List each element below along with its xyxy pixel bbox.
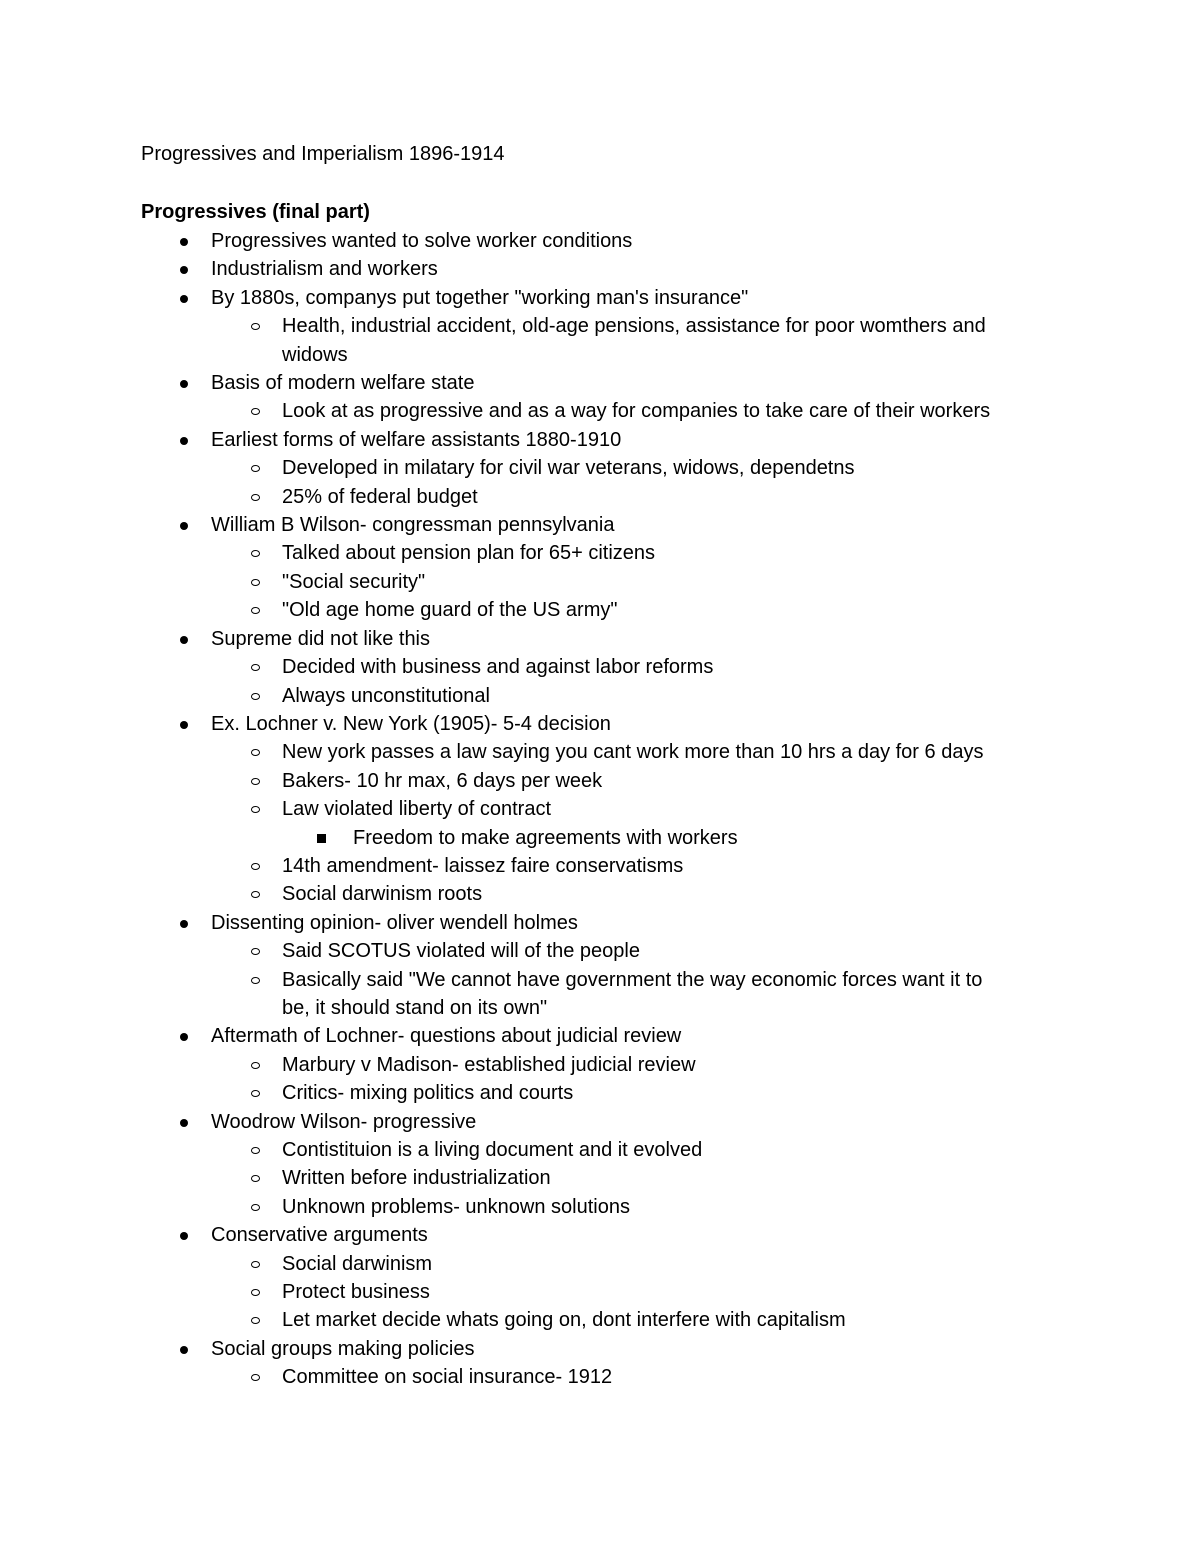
list-item-level-1 <box>0 1193 1200 1221</box>
bullet-circle-icon <box>247 767 267 795</box>
list-item-text: Woodrow Wilson- progressive <box>211 1110 477 1133</box>
list-item-level-1 <box>0 483 1200 511</box>
list-item-level-1 <box>0 767 1200 795</box>
list-item-text: Progressives wanted to solve worker conditions <box>211 230 633 252</box>
list-item-level-1 <box>0 1278 1200 1306</box>
list-item-level-0 <box>0 1221 1200 1249</box>
list-item-level-1 <box>0 1079 1200 1107</box>
bullet-circle-icon <box>247 880 267 908</box>
bullet-circle-icon <box>247 1051 267 1079</box>
list-item-text: Decided with business and against labor reforms <box>282 656 714 679</box>
list-item-level-1 <box>0 1306 1200 1334</box>
list-item-text: Critics- mixing politics and courts <box>282 1082 574 1105</box>
list-item-level-0 <box>0 1108 1200 1136</box>
bullet-circle-icon <box>247 1079 267 1107</box>
list-item-text: widows <box>282 343 348 366</box>
list-item-text: Conservative arguments <box>211 1224 428 1247</box>
list-item-text: be, it should stand on its own" <box>282 996 548 1019</box>
list-item-level-1 <box>0 795 1200 823</box>
list-item-text: Aftermath of Lochner- questions about judicial review <box>211 1025 682 1048</box>
list-item-level-2 <box>0 824 1200 852</box>
bullet-circle-icon <box>247 483 267 511</box>
bullet-disc-icon <box>175 1022 195 1050</box>
list-item-text: Law violated liberty of contract <box>282 798 552 821</box>
list-item-text: Unknown problems- unknown solutions <box>282 1195 630 1218</box>
list-item-level-0 <box>0 1022 1200 1050</box>
list-item-level-1 <box>0 880 1200 908</box>
list-item-level-1 <box>0 596 1200 624</box>
list-item-level-0 <box>0 227 1200 255</box>
bullet-disc-icon <box>175 625 195 653</box>
list-item-continuation <box>0 994 1200 1022</box>
bullet-circle-icon <box>247 1193 267 1221</box>
list-item-level-0 <box>0 909 1200 937</box>
list-item-text: By 1880s, companys put together "working man's insurance" <box>211 286 749 309</box>
bullet-circle-icon <box>247 653 267 681</box>
bullet-circle-icon <box>247 682 267 710</box>
list-item-text: 14th amendment- laissez faire conservatisms <box>282 854 684 877</box>
list-item-text: Ex. Lochner v. New York (1905)- 5-4 decision <box>211 712 611 735</box>
bullet-circle-icon <box>247 852 267 880</box>
list-item-text: Earliest forms of welfare assistants 1880-1910 <box>211 428 622 451</box>
bullet-circle-icon <box>247 1278 267 1306</box>
list-item-level-1 <box>0 682 1200 710</box>
bullet-circle-icon <box>247 1306 267 1334</box>
list-item-level-0 <box>0 255 1200 283</box>
bullet-disc-icon <box>175 369 195 397</box>
bullet-circle-icon <box>247 966 267 994</box>
list-item-level-1 <box>0 937 1200 965</box>
bullet-square-icon <box>314 824 334 852</box>
list-item-level-0 <box>0 1335 1200 1363</box>
document-title: Progressives and Imperialism 1896-1914 <box>141 143 505 165</box>
list-item-level-0 <box>0 426 1200 454</box>
bullet-circle-icon <box>247 312 267 340</box>
bullet-disc-icon <box>175 284 195 312</box>
list-item-level-1 <box>0 738 1200 766</box>
list-item-level-1 <box>0 852 1200 880</box>
bullet-disc-icon <box>175 511 195 539</box>
list-item-text: Developed in milatary for civil war veterans, widows, dependetns <box>282 457 855 480</box>
list-item-text: Basically said "We cannot have government the way economic forces want it to <box>282 968 983 991</box>
list-item-text: Basis of modern welfare state <box>211 372 475 395</box>
list-item-level-1 <box>0 312 1200 340</box>
bullet-disc-icon <box>175 255 195 283</box>
bullet-outline <box>0 227 1200 1392</box>
bullet-circle-icon <box>247 795 267 823</box>
list-item-text: Industrialism and workers <box>211 258 438 281</box>
list-item-text: Let market decide whats going on, dont interfere with capitalism <box>282 1309 846 1332</box>
bullet-circle-icon <box>247 397 267 425</box>
list-item-level-1 <box>0 397 1200 425</box>
bullet-circle-icon <box>247 596 267 624</box>
list-item-text: Said SCOTUS violated will of the people <box>282 940 640 963</box>
list-item-text: Written before industrialization <box>282 1167 551 1190</box>
list-item-text: Marbury v Madison- established judicial review <box>282 1053 696 1076</box>
list-item-level-1 <box>0 1051 1200 1079</box>
list-item-level-0 <box>0 284 1200 312</box>
list-item-text: Social darwinism <box>282 1252 433 1275</box>
list-item-text: Health, industrial accident, old-age pensions, assistance for poor womthers and <box>282 315 986 338</box>
section-heading: Progressives (final part) <box>141 201 370 223</box>
list-item-text: Talked about pension plan for 65+ citizens <box>282 542 656 565</box>
bullet-circle-icon <box>247 1164 267 1192</box>
list-item-text: Dissenting opinion- oliver wendell holmes <box>211 911 578 934</box>
list-item-text: "Social security" <box>282 570 426 593</box>
bullet-circle-icon <box>247 568 267 596</box>
bullet-disc-icon <box>175 909 195 937</box>
list-item-text: Social darwinism roots <box>282 883 483 906</box>
list-item-text: Supreme did not like this <box>211 627 431 650</box>
list-item-level-1 <box>0 454 1200 482</box>
list-item-text: William B Wilson- congressman pennsylvania <box>211 514 615 537</box>
bullet-disc-icon <box>175 426 195 454</box>
list-item-level-1 <box>0 539 1200 567</box>
list-item-level-1 <box>0 1363 1200 1391</box>
bullet-circle-icon <box>247 738 267 766</box>
list-item-text: Look at as progressive and as a way for companies to take care of their workers <box>282 400 991 423</box>
list-item-text: New york passes a law saying you cant work more than 10 hrs a day for 6 days <box>282 741 984 764</box>
bullet-circle-icon <box>247 454 267 482</box>
list-item-text: Freedom to make agreements with workers <box>353 826 738 849</box>
list-item-level-1 <box>0 1136 1200 1164</box>
list-item-text: Protect business <box>282 1281 430 1304</box>
list-item-text: 25% of federal budget <box>282 485 478 508</box>
bullet-circle-icon <box>247 1136 267 1164</box>
bullet-circle-icon <box>247 1363 267 1391</box>
list-item-level-0 <box>0 710 1200 738</box>
list-item-level-1 <box>0 653 1200 681</box>
bullet-disc-icon <box>175 710 195 738</box>
list-item-text: Bakers- 10 hr max, 6 days per week <box>282 769 603 792</box>
list-item-text: Always unconstitutional <box>282 684 490 707</box>
bullet-disc-icon <box>175 1221 195 1249</box>
list-item-text: Committee on social insurance- 1912 <box>282 1366 613 1389</box>
bullet-circle-icon <box>247 1250 267 1278</box>
list-item-continuation <box>0 341 1200 369</box>
list-item-level-1 <box>0 568 1200 596</box>
list-item-level-1 <box>0 1250 1200 1278</box>
bullet-circle-icon <box>247 539 267 567</box>
list-item-level-0 <box>0 511 1200 539</box>
list-item-level-0 <box>0 369 1200 397</box>
list-item-level-0 <box>0 625 1200 653</box>
list-item-text: "Old age home guard of the US army" <box>282 599 618 622</box>
bullet-circle-icon <box>247 937 267 965</box>
list-item-text: Social groups making policies <box>211 1337 475 1360</box>
list-item-text: Contistituion is a living document and it evolved <box>282 1139 703 1161</box>
list-item-level-1 <box>0 966 1200 994</box>
bullet-disc-icon <box>175 227 195 255</box>
bullet-disc-icon <box>175 1335 195 1363</box>
bullet-disc-icon <box>175 1108 195 1136</box>
list-item-level-1 <box>0 1164 1200 1192</box>
